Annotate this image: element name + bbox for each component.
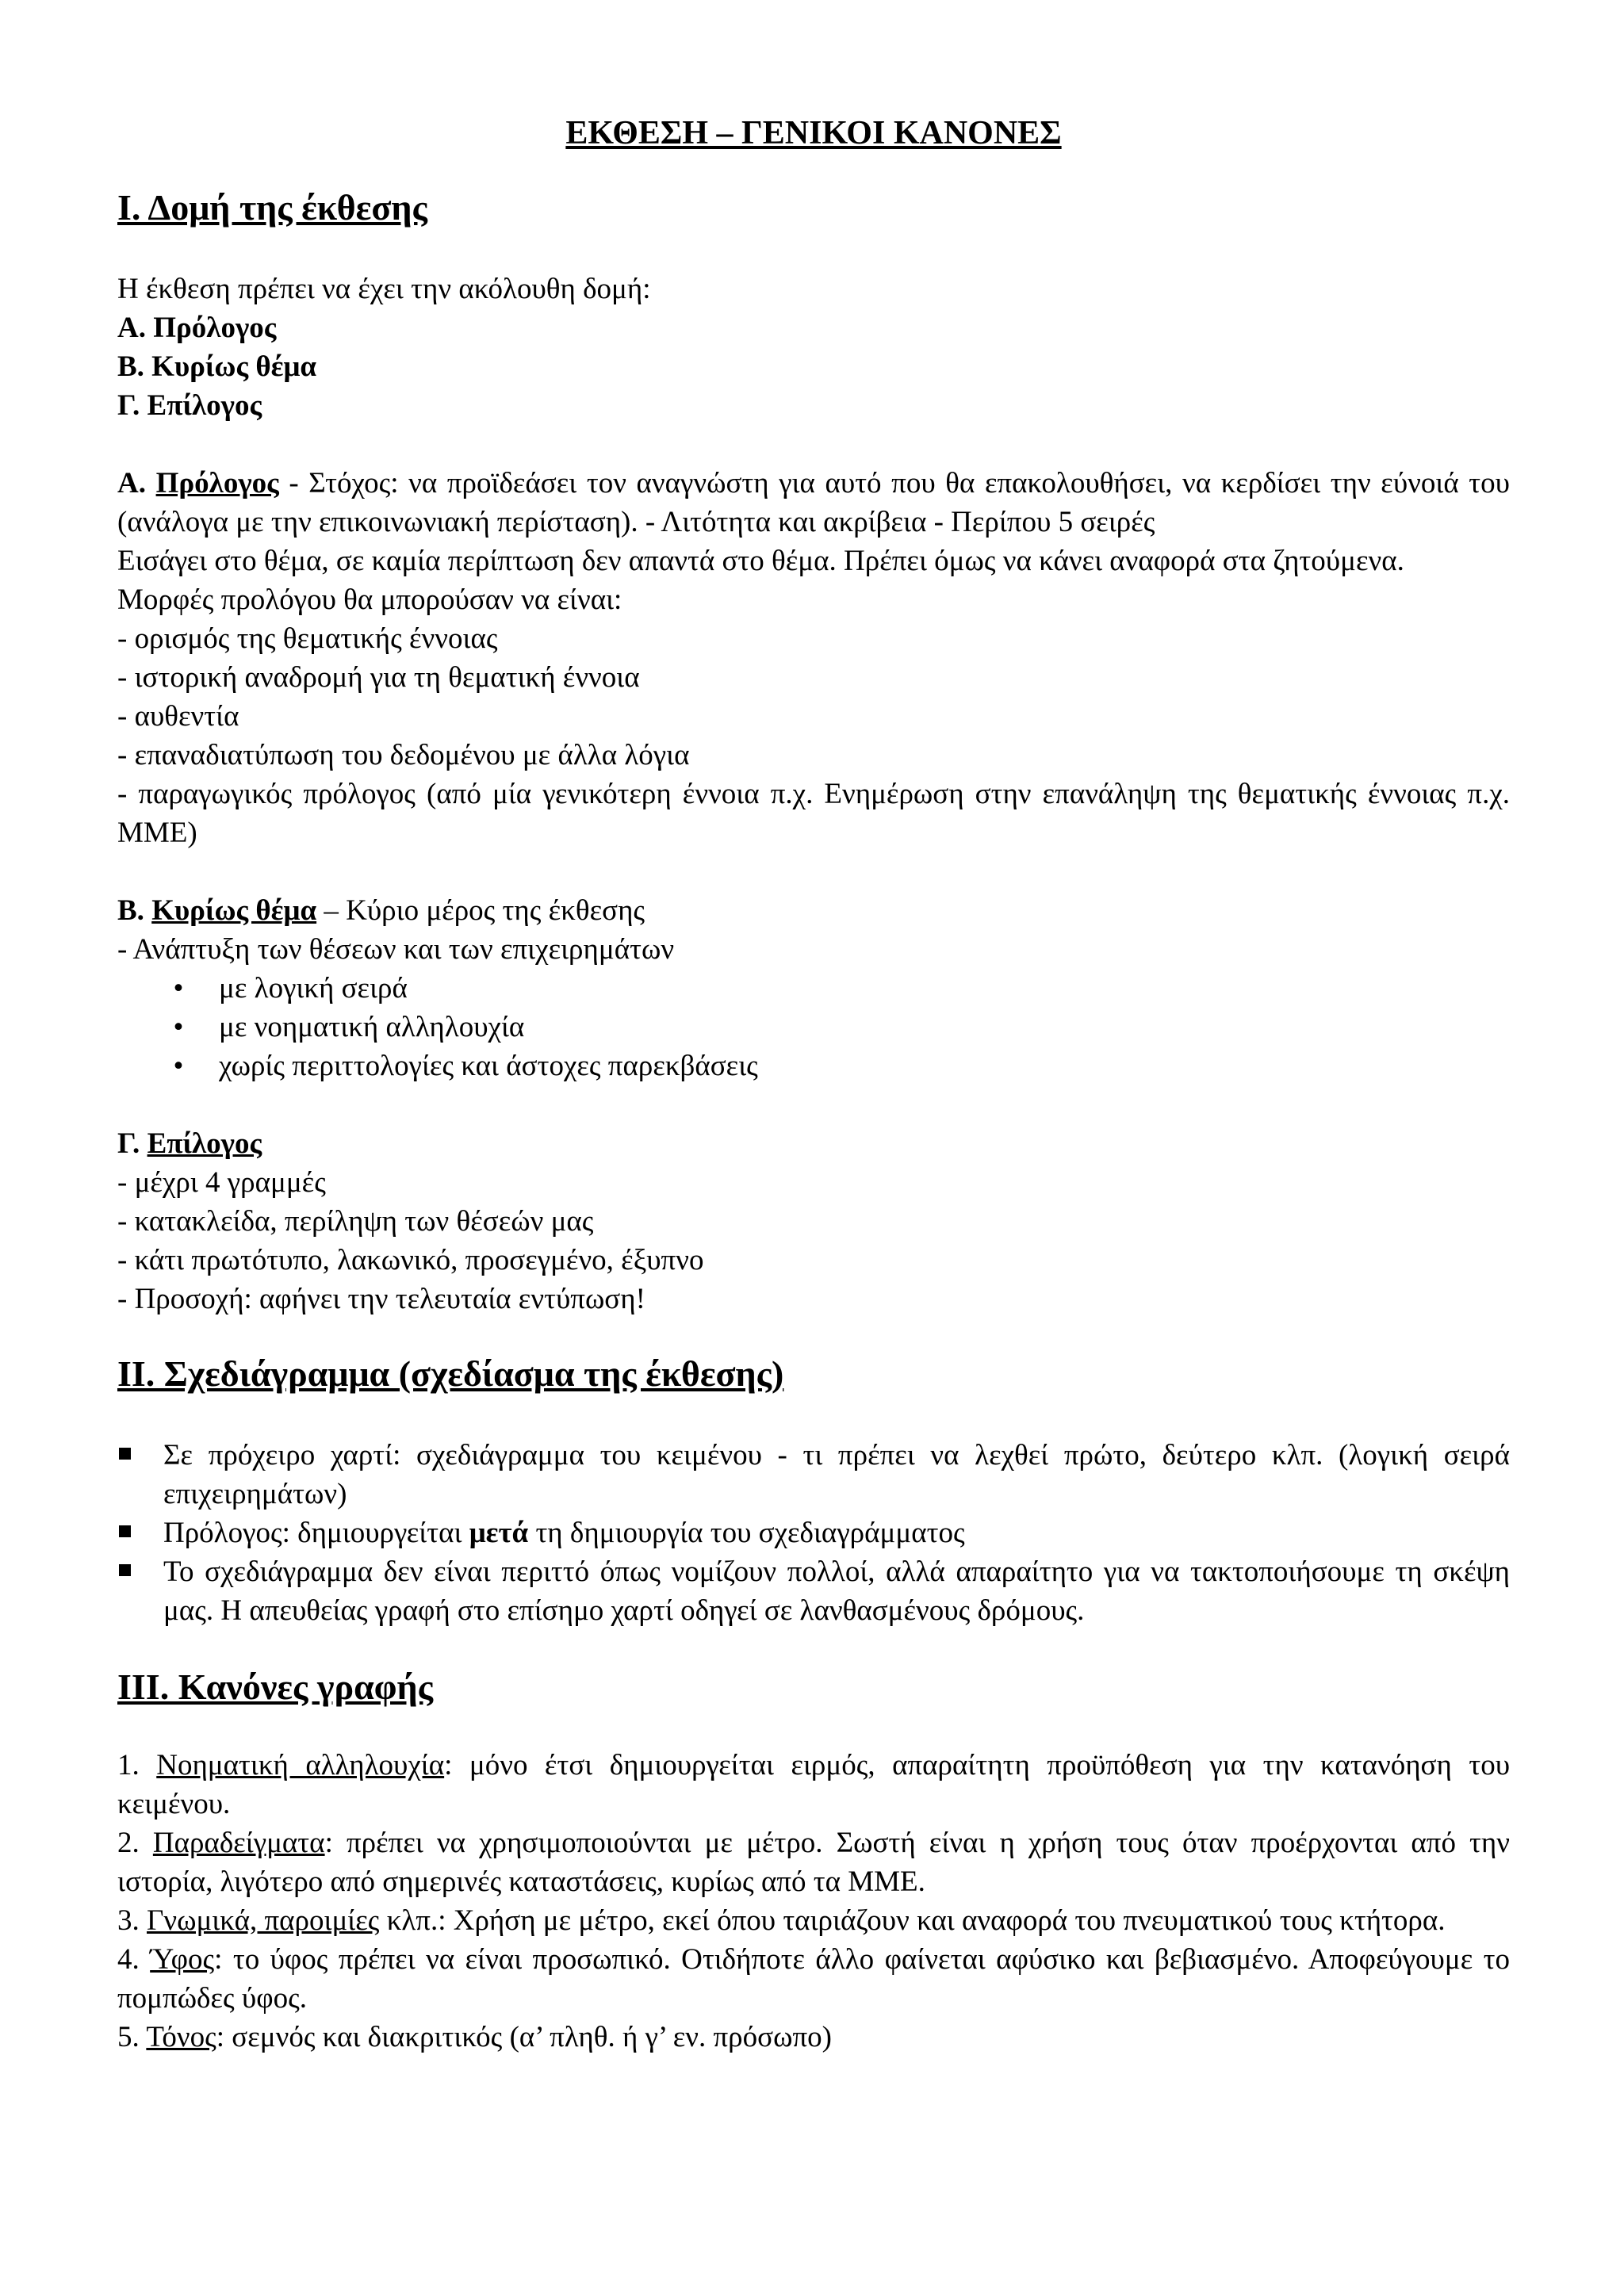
structure-item-epilogue: Γ. Επίλογος xyxy=(117,389,262,422)
list-item: Πρόλογος: δημιουργείται μετά τη δημιουργία του σχεδιαγράμματος xyxy=(117,1513,1510,1552)
emphasis-text: μετά xyxy=(469,1517,529,1549)
rule-item: 3. Γνωμικά, παροιμίες κλπ.: Χρήση με μέτρο, εκεί όπου ταιριάζουν και αναφορά του πνευματικού τους κτήτορα. xyxy=(117,1904,1446,1937)
section-heading-outline: ΙΙ. Σχεδιάγραμμα (σχεδίασμα της έκθεσης) xyxy=(117,1353,784,1394)
epilogue-label: Επίλογος xyxy=(147,1127,262,1160)
epilogue-item: - κάτι πρωτότυπο, λακωνικό, προσεγμένο, έξυπνο xyxy=(117,1244,704,1276)
rule-term: Ύφος xyxy=(150,1943,215,1976)
bullet-icon: • xyxy=(173,1050,184,1082)
main-body-letter: Β. xyxy=(117,894,144,927)
epilogue-letter: Γ. xyxy=(117,1127,140,1160)
main-body-development: - Ανάπτυξη των θέσεων και των επιχειρημάτων xyxy=(117,933,675,966)
rule-item: 1. Νοηματική αλληλουχία: μόνο έτσι δημιουργείται ειρμός, απαραίτητη προϋπόθεση για την κατανόηση του κειμένου. xyxy=(117,1749,1511,1820)
prologue-letter: Α. xyxy=(117,467,146,499)
bullet-icon: • xyxy=(173,972,184,1004)
prologue-text: - Στόχος: να προϊδεάσει τον αναγνώστη για αυτό που θα επακολουθήσει, να κερδίσει την εύνοιά του (ανάλογα με την επικοινωνιακή περίσταση). - Λιτότητα και ακρίβεια - Περίπου 5 σειρές xyxy=(117,467,1510,538)
rule-item: 4. Ύφος: το ύφος πρέπει να είναι προσωπικό. Οτιδήποτε άλλο φαίνεται αφύσικο και βεβιασμένο. Αποφεύγουμε το πομπώδες ύφος. xyxy=(117,1943,1510,2015)
rule-item: 5. Τόνος: σεμνός και διακριτικός (α’ πληθ. ή γ’ εν. πρόσωπο) xyxy=(117,2021,832,2053)
main-body-text: – Κύριο μέρος της έκθεσης xyxy=(324,894,645,927)
list-item: • με λογική σειρά xyxy=(117,969,1510,1008)
main-body-bullet-list xyxy=(117,969,1510,1085)
list-item: • με νοηματική αλληλουχία xyxy=(117,1008,1510,1047)
section-heading-writing-rules: ΙΙΙ. Κανόνες γραφής xyxy=(117,1667,433,1707)
bullet-icon: • xyxy=(173,1011,184,1043)
list-item: • χωρίς περιττολογίες και άστοχες παρεκβάσεις xyxy=(117,1047,1510,1085)
outline-list xyxy=(117,1436,1510,1630)
structure-item-main: Β. Κυρίως θέμα xyxy=(117,350,317,383)
prologue-form-item: - επαναδιατύπωση του δεδομένου με άλλα λόγια xyxy=(117,739,690,771)
rule-term: Γνωμικά, παροιμίες xyxy=(147,1904,380,1937)
epilogue-item: - μέχρι 4 γραμμές xyxy=(117,1166,326,1199)
epilogue-item: - Προσοχή: αφήνει την τελευταία εντύπωση! xyxy=(117,1283,645,1315)
document-body xyxy=(117,111,1510,2057)
square-bullet-icon xyxy=(119,1564,131,1576)
main-body-paragraph xyxy=(117,891,1510,930)
epilogue-heading xyxy=(117,1124,1510,1163)
square-bullet-icon xyxy=(119,1525,131,1537)
epilogue-item: - κατακλείδα, περίληψη των θέσεών μας xyxy=(117,1205,594,1238)
prologue-paragraph xyxy=(117,464,1510,541)
prologue-form-item: - ορισμός της θεματικής έννοιας xyxy=(117,622,498,655)
main-body-label: Κυρίως θέμα xyxy=(151,894,317,927)
prologue-forms-intro: Μορφές προλόγου θα μπορούσαν να είναι: xyxy=(117,584,622,616)
rule-term: Παραδείγματα xyxy=(152,1827,325,1859)
rule-term: Νοηματική αλληλουχία xyxy=(156,1749,445,1781)
structure-item-prologue: Α. Πρόλογος xyxy=(117,312,277,344)
prologue-label: Πρόλογος xyxy=(155,467,279,499)
list-item: Το σχεδιάγραμμα δεν είναι περιττό όπως νομίζουν πολλοί, αλλά απαραίτητο για να τακτοποιήσουμε τη σκέψη μας. Η απευθείας γραφή στο επίσημο χαρτί οδηγεί σε λανθασμένους δρόμους. xyxy=(117,1552,1510,1630)
section-heading-structure: Ι. Δομή της έκθεσης xyxy=(117,187,427,228)
rule-item: 2. Παραδείγματα: πρέπει να χρησιμοποιούνται με μέτρο. Σωστή είναι η χρήση τους όταν προέρχονται από την ιστορία, λιγότερο από σημερινές καταστάσεις, κυρίως από τα ΜΜΕ. xyxy=(117,1827,1511,1898)
prologue-form-item: - παραγωγικός πρόλογος (από μία γενικότερη έννοια π.χ. Ενημέρωση στην επανάληψη της θεματικής έννοιας π.χ. ΜΜΕ) xyxy=(117,778,1510,849)
list-item: Σε πρόχειρο χαρτί: σχεδιάγραμμα του κειμένου - τι πρέπει να λεχθεί πρώτο, δεύτερο κλπ. (λογική σειρά επιχειρημάτων) xyxy=(117,1436,1510,1513)
prologue-form-item: - ιστορική αναδρομή για τη θεματική έννοια xyxy=(117,661,640,694)
structure-intro: Η έκθεση πρέπει να έχει την ακόλουθη δομή: xyxy=(117,273,651,305)
prologue-form-item: - αυθεντία xyxy=(117,700,239,733)
prologue-line2: Εισάγει στο θέμα, σε καμία περίπτωση δεν απαντά στο θέμα. Πρέπει όμως να κάνει αναφορά στα ζητούμενα. xyxy=(117,545,1404,577)
document-title: ΕΚΘΕΣΗ – ΓΕΝΙΚΟΙ ΚΑΝΟΝΕΣ xyxy=(565,115,1062,151)
square-bullet-icon xyxy=(119,1448,131,1460)
rule-term: Τόνος xyxy=(146,2021,216,2053)
